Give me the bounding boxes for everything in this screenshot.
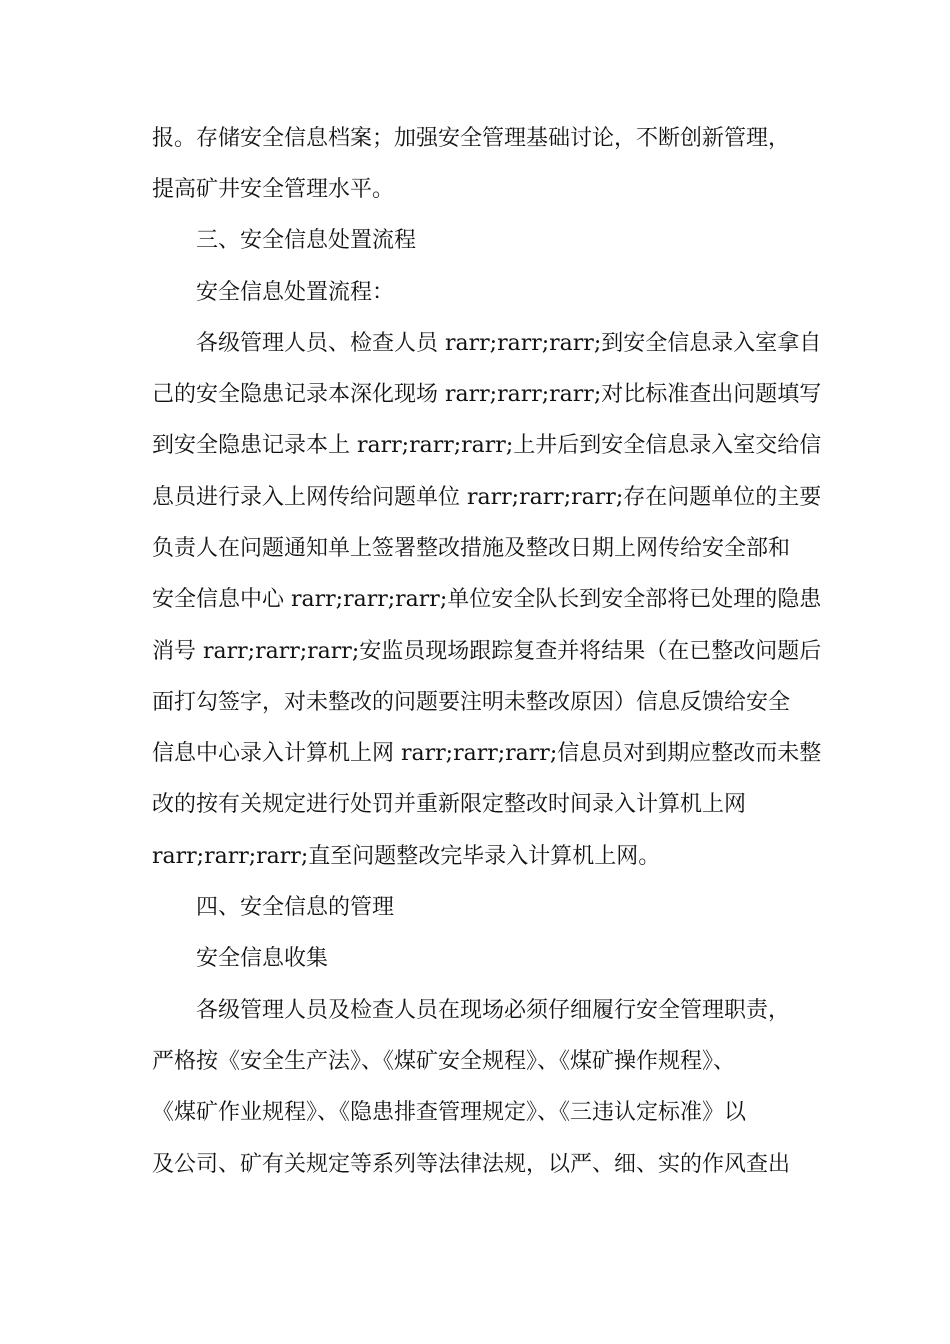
- text-line: 安全信息处置流程：: [196, 280, 395, 305]
- text-line: 信息中心录入计算机上网 rarr;rarr;rarr;信息员对到期应整改而未整: [152, 741, 822, 766]
- text-line: 各级管理人员及检查人员在现场必须仔细履行安全管理职责，: [196, 998, 791, 1023]
- text-line: 息员进行录入上网传给问题单位 rarr;rarr;rarr;存在问题单位的主要: [152, 485, 822, 510]
- text-line: 严格按《安全生产法》、《煤矿安全规程》、《煤矿操作规程》、: [152, 1049, 736, 1074]
- text-line: 己的安全隐患记录本深化现场 rarr;rarr;rarr;对比标准查出问题填写: [152, 382, 822, 407]
- text-line: 及公司、矿有关规定等系列等法律法规，以严、细、实的作风查出: [152, 1152, 791, 1177]
- text-line: 改的按有关规定进行处罚并重新限定整改时间录入计算机上网: [152, 792, 747, 817]
- text-line: 消号 rarr;rarr;rarr;安监员现场跟踪复查并将结果（在已整改问题后: [152, 639, 822, 664]
- text-line: 提高矿井安全管理水平。: [152, 177, 395, 202]
- section-heading: 三、安全信息处置流程: [196, 228, 417, 253]
- text-line: 《煤矿作业规程》、《隐患排查管理规定》、《三违认定标准》以: [152, 1100, 747, 1125]
- text-line: 报。存储安全信息档案；加强安全管理基础讨论，不断创新管理，: [152, 126, 791, 151]
- text-line: 负责人在问题通知单上签署整改措施及整改日期上网传给安全部和: [152, 536, 791, 561]
- text-line: 面打勾签字，对未整改的问题要注明未整改原因）信息反馈给安全: [152, 690, 791, 715]
- text-line: 各级管理人员、检查人员 rarr;rarr;rarr;到安全信息录入室拿自: [196, 331, 822, 356]
- text-line: 到安全隐患记录本上 rarr;rarr;rarr;上井后到安全信息录入室交给信: [152, 433, 822, 458]
- text-line: 安全信息中心 rarr;rarr;rarr;单位安全队长到安全部将已处理的隐患: [152, 587, 822, 612]
- subsection-heading: 安全信息收集: [196, 946, 329, 971]
- text-line: rarr;rarr;rarr;直至问题整改完毕录入计算机上网。: [152, 844, 661, 869]
- section-heading: 四、安全信息的管理: [196, 895, 395, 920]
